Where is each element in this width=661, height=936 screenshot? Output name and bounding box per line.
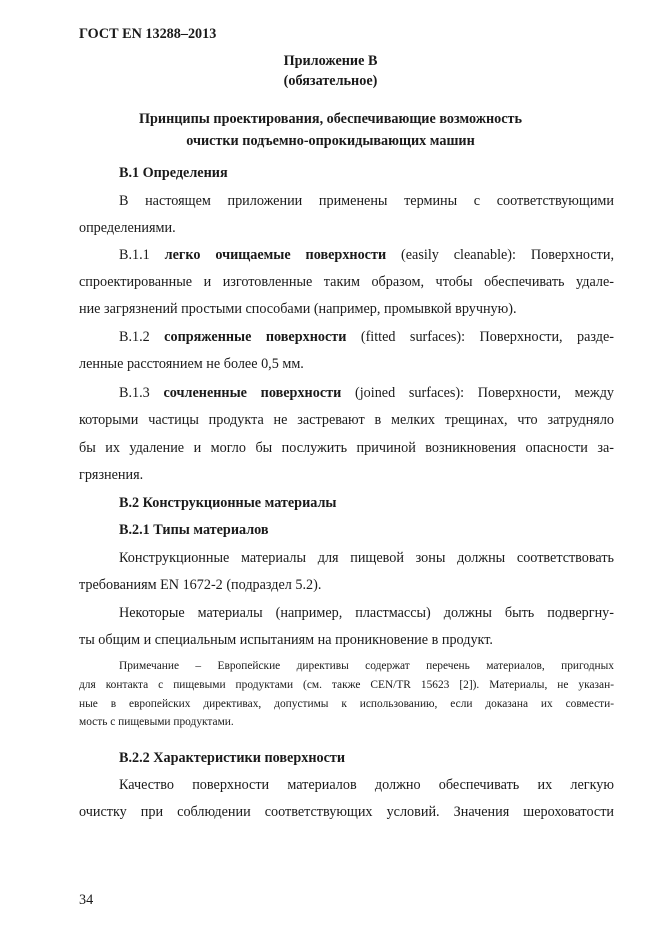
note-line-1: Примечание – Европейские директивы содержат перечень материалов, пригодных xyxy=(119,660,614,672)
definition-b11-line-3: ние загрязнений простыми способами (например, промывкой вручную). xyxy=(79,301,517,317)
definition-b12-first-line xyxy=(119,328,614,346)
appendix-status: (обязательное) xyxy=(283,73,378,89)
b1-intro-line-1: В настоящем приложении применены термины с соответствующими xyxy=(119,193,614,209)
section-b1-title: В.1 Определения xyxy=(119,165,228,181)
definition-text: (easily cleanable): Поверхности, xyxy=(386,247,614,263)
b1-intro-line-2: определениями. xyxy=(79,220,176,236)
section-b2-title: В.2 Конструкционные материалы xyxy=(119,495,337,511)
definition-term: легко очищаемые поверхности xyxy=(164,247,387,263)
main-heading-line-2: очистки подъемно-опрокидывающих машин xyxy=(186,133,475,149)
b21-paragraph-2-line-2: ты общим и специальным испытаниям на проникновение в продукт. xyxy=(79,632,493,648)
definition-text: (joined surfaces): Поверхности, между xyxy=(341,385,615,401)
definition-term: сочлененные поверхности xyxy=(163,385,342,401)
b22-paragraph-line-1: Качество поверхности материалов должно обеспечивать их легкую xyxy=(119,777,614,793)
b21-paragraph-2-line-1: Некоторые материалы (например, пластмассы) должны быть подвергну- xyxy=(119,605,614,621)
definition-number: В.1.3 xyxy=(119,385,164,401)
note-line-3: ные в европейских директивах, допустимы к использованию, если доказана их совмести- xyxy=(79,698,614,710)
appendix-title: Приложение В xyxy=(283,53,378,69)
b21-paragraph-1-line-1: Конструкционные материалы для пищевой зоны должны соответствовать xyxy=(119,550,614,566)
note-line-2: для контакта с пищевыми продуктами (см. также CEN/TR 15623 [2]). Материалы, не указан- xyxy=(79,679,614,691)
definition-b11-line-2: спроектированные и изготовленные таким образом, чтобы обеспечивать удале- xyxy=(79,274,614,290)
definition-number: В.1.2 xyxy=(119,329,165,345)
page-number: 34 xyxy=(79,892,94,908)
definition-number: В.1.1 xyxy=(119,247,165,263)
definition-b11-first-line xyxy=(119,246,614,264)
note-line-4: мость с пищевыми продуктами. xyxy=(79,716,234,728)
subsection-b21-title: В.2.1 Типы материалов xyxy=(119,522,269,538)
subsection-b22-title: В.2.2 Характеристики поверхности xyxy=(119,750,346,766)
definition-term: сопряженные поверхности xyxy=(164,329,347,345)
main-heading-line-1: Принципы проектирования, обеспечивающие возможность xyxy=(138,111,523,127)
definition-b13-line-4: грязнения. xyxy=(79,467,144,483)
b22-paragraph-line-2: очистку при соблюдении соответствующих условий. Значения шероховатости xyxy=(79,804,614,820)
definition-b13-line-3: бы их удаление и могло бы послужить причиной возникновения опасности за- xyxy=(79,440,614,456)
standard-header: ГОСТ EN 13288–2013 xyxy=(79,26,217,42)
definition-b13-first-line xyxy=(119,384,614,402)
definition-b13-line-2: которыми частицы продукта не застревают в мелких трещинах, что затрудняло xyxy=(79,412,614,428)
definition-text: (fitted surfaces): Поверхности, разде- xyxy=(346,329,615,345)
b21-paragraph-1-line-2: требованиям EN 1672-2 (подраздел 5.2). xyxy=(79,577,322,593)
definition-b12-line-2: ленные расстоянием не более 0,5 мм. xyxy=(79,356,304,372)
